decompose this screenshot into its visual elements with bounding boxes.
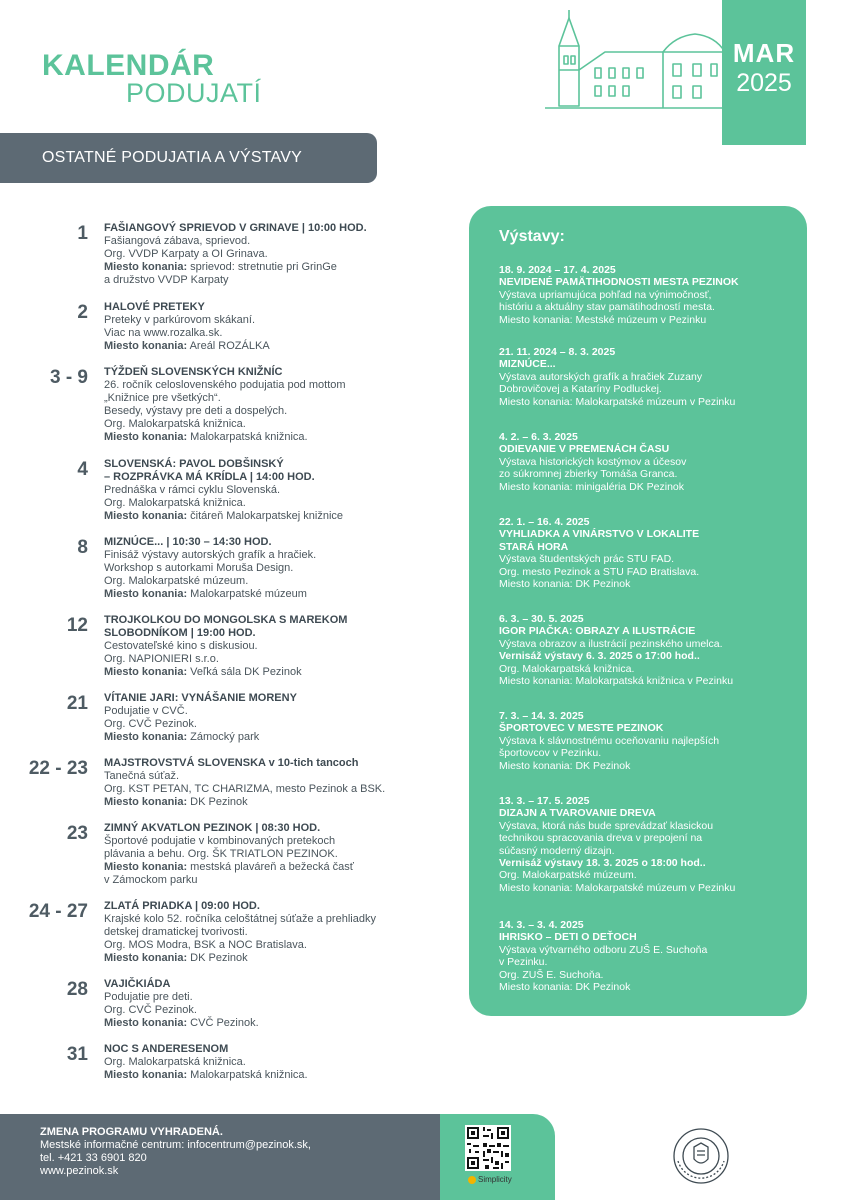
exhibition-line: Miesto konania: Mestské múzeum v Pezinku <box>499 313 707 326</box>
exhibition-line: Výstava študentských prác STU FAD. <box>499 553 675 566</box>
event-place-label: Miesto konania: <box>104 796 188 808</box>
event-place: Malokarpatské múzeum <box>187 588 307 600</box>
exhibition-item <box>499 919 799 993</box>
exhibition-vernisage: Vernisáž výstavy 6. 3. 2025 o 17:00 hod.. <box>499 650 700 663</box>
calendar-subtitle: PODUJATÍ <box>126 78 262 108</box>
exhibition-item <box>499 431 799 493</box>
event-day: 22 - 23 <box>28 758 88 779</box>
section-heading: OSTATNÉ PODUJATIA A VÝSTAVY <box>0 133 377 183</box>
event-line: Fašiangová zábava, sprievod. <box>104 235 251 247</box>
exhibition-line: Výstava výtvarného odboru ZUŠ E. Suchoňa <box>499 943 708 956</box>
event-title: SLOVENSKÁ: PAVOL DOBŠINSKÝ <box>104 458 284 470</box>
event-title: HALOVÉ PRETEKY <box>104 301 205 313</box>
exhibition-line: Výstava, ktorá nás bude sprevádzať klasickou <box>499 819 714 832</box>
event-line: Tanečná súťaž. <box>104 770 180 782</box>
event-title: MIZNÚCE... | 10:30 – 14:30 HOD. <box>104 536 272 548</box>
event-place: DK Pezinok <box>187 952 248 964</box>
exhibition-line: Org. mesto Pezinok a STU FAD Bratislava. <box>499 565 700 578</box>
exhibition-line: Výstava upriamujúca pohľad na výnimočnosť, <box>499 288 712 301</box>
event-day: 3 - 9 <box>49 367 88 388</box>
event-title: ZLATÁ PRIADKA | 09:00 HOD. <box>104 900 260 912</box>
event-place-label: Miesto konania: <box>104 666 188 678</box>
exhibition-title: IHRISKO – DETI O DEŤOCH <box>499 931 637 944</box>
exhibition-title-cont: STARÁ HORA <box>499 540 569 553</box>
event-place-label: Miesto konania: <box>104 731 188 743</box>
event-title-cont: SLOBODNÍKOM | 19:00 HOD. <box>104 627 256 639</box>
exhibition-title: ODIEVANIE V PREMENÁCH ČASU <box>499 443 670 456</box>
event-place: mestská plaváreň a bežecká časť <box>187 861 354 873</box>
exhibition-date: 6. 3. – 30. 5. 2025 <box>499 613 584 625</box>
exhibition-line: Miesto konania: Malokarpatské múzeum v Pezinku <box>499 395 736 408</box>
event-place-label: Miesto konania: <box>104 1069 188 1081</box>
exhibition-date: 22. 1. – 16. 4. 2025 <box>499 516 590 528</box>
event-line: 26. ročník celoslovenského podujatia pod mottom <box>104 379 346 391</box>
event-place-label: Miesto konania: <box>104 1017 188 1029</box>
event-place: CVČ Pezinok. <box>187 1017 259 1029</box>
exhibition-line: Org. ZUŠ E. Suchoňa. <box>499 968 604 981</box>
exhibition-line: športovcov v Pezinku. <box>499 747 602 760</box>
exhibition-date: 4. 2. – 6. 3. 2025 <box>499 431 578 443</box>
event-place-label: Miesto konania: <box>104 952 188 964</box>
event-line: Finisáž výstavy autorských grafík a hračiek. <box>104 549 317 561</box>
event-place-label: Miesto konania: <box>104 510 188 522</box>
exhibition-line: súčasný moderný dizajn. <box>499 844 615 857</box>
event-place: Areál ROZÁLKA <box>187 340 270 352</box>
qr-code-icon[interactable] <box>465 1125 511 1171</box>
event-title: NOC S ANDERESENOM <box>104 1043 229 1055</box>
event-title: VAJIČKIÁDA <box>104 978 171 990</box>
event-line: Org. Malokarpatské múzeum. <box>104 575 249 587</box>
event-line: „Knižnice pre všetkých“. <box>104 392 221 404</box>
exhibition-item <box>499 613 799 687</box>
exhibitions-panel <box>469 206 807 1016</box>
footer-line: Mestské informačné centrum: infocentrum@pezinok.sk, <box>40 1139 311 1151</box>
event-day: 24 - 27 <box>28 901 88 922</box>
event-line: Org. CVČ Pezinok. <box>104 718 197 730</box>
event-place-label: Miesto konania: <box>104 340 188 352</box>
event-place: Zámocký park <box>187 731 260 743</box>
qr-brand-label: Simplicity <box>478 1175 512 1184</box>
event-day: 28 <box>66 979 88 1000</box>
event-line: Športové podujatie v kombinovaných pretekoch <box>104 835 336 847</box>
event-line: Cestovateľské kino s diskusiou. <box>104 640 258 652</box>
event-day: 1 <box>77 223 88 244</box>
exhibition-vernisage: Vernisáž výstavy 18. 3. 2025 o 18:00 hod.. <box>499 857 706 870</box>
city-seal-icon <box>672 1127 730 1185</box>
exhibition-title: ŠPORTOVEC V MESTE PEZINOK <box>499 722 664 735</box>
exhibition-line: zo súkromnej zbierky Tomáša Granca. <box>499 468 678 481</box>
event-title: MAJSTROVSTVÁ SLOVENSKA v 10-tich tancoch <box>104 757 359 769</box>
exhibition-item <box>499 710 799 772</box>
castle-illustration-icon <box>545 8 735 120</box>
footer-contact <box>0 1114 460 1200</box>
event-place: DK Pezinok <box>187 796 248 808</box>
event-line: detskej dramatickej tvorivosti. <box>104 926 248 938</box>
event-day: 12 <box>66 615 88 636</box>
event-line: Viac na www.rozalka.sk. <box>104 327 223 339</box>
exhibition-item <box>499 264 799 326</box>
event-place-cont: v Zámockom parku <box>104 874 198 886</box>
exhibition-line: Miesto konania: Malokarpatská knižnica v Pezinku <box>499 675 734 688</box>
exhibition-line: Výstava autorských grafík a hračiek Zuzany <box>499 370 703 383</box>
exhibition-item <box>499 516 799 590</box>
exhibition-line: Miesto konania: DK Pezinok <box>499 981 631 994</box>
event-title: FAŠIANGOVÝ SPRIEVOD V GRINAVE | 10:00 HOD. <box>104 222 367 234</box>
event-place: sprievod: stretnutie pri GrinGe <box>187 261 337 273</box>
exhibition-line: Výstava historických kostýmov a účesov <box>499 455 687 468</box>
event-place: Malokarpatská knižnica. <box>187 1069 308 1081</box>
year-label: 2025 <box>736 69 792 97</box>
month-tab <box>722 0 806 145</box>
event-title: VÍTANIE JARI: VYNÁŠANIE MORENY <box>104 692 297 704</box>
event-day: 2 <box>77 302 88 323</box>
event-title: TÝŽDEŇ SLOVENSKÝCH KNIŽNÍC <box>104 366 283 378</box>
exhibition-item <box>499 346 799 408</box>
event-line: Krajské kolo 52. ročníka celoštátnej súťaže a prehliadky <box>104 913 376 925</box>
exhibition-line: technikou spracovania dreva v prepojení na <box>499 832 703 845</box>
event-line: Besedy, výstavy pre deti a dospelých. <box>104 405 288 417</box>
event-day: 4 <box>77 459 88 480</box>
event-place-label: Miesto konania: <box>104 431 188 443</box>
event-line: Org. Malokarpatská knižnica. <box>104 1056 246 1068</box>
exhibition-date: 14. 3. – 3. 4. 2025 <box>499 919 584 931</box>
exhibition-date: 21. 11. 2024 – 8. 3. 2025 <box>499 346 616 358</box>
event-line: Org. CVČ Pezinok. <box>104 1004 197 1016</box>
exhibition-date: 18. 9. 2024 – 17. 4. 2025 <box>499 264 616 276</box>
exhibition-title: NEVIDENÉ PAMÄTIHODNOSTI MESTA PEZINOK <box>499 276 739 289</box>
footer-line: tel. +421 33 6901 820 <box>40 1152 147 1164</box>
month-label: MAR <box>732 38 796 68</box>
exhibition-line: Miesto konania: DK Pezinok <box>499 759 631 772</box>
exhibition-title: IGOR PIAČKA: OBRAZY A ILUSTRÁCIE <box>499 625 696 638</box>
event-day: 8 <box>77 537 88 558</box>
calendar-title: KALENDÁR <box>42 49 215 82</box>
event-place: Malokarpatská knižnica. <box>187 431 308 443</box>
qr-brand <box>468 1175 512 1184</box>
exhibition-line: Org. Malokarpatské múzeum. <box>499 869 637 882</box>
exhibition-title: MIZNÚCE... <box>499 358 556 371</box>
exhibition-line: Org. Malokarpatská knižnica. <box>499 662 635 675</box>
event-title-cont: – ROZPRÁVKA MÁ KRÍDLA | 14:00 HOD. <box>104 471 315 483</box>
event-line: Org. Malokarpatská knižnica. <box>104 497 246 509</box>
exhibition-line: v Pezinku. <box>499 956 548 969</box>
event-line: Org. KST PETAN, TC CHARIZMA, mesto Pezinok a BSK. <box>104 783 386 795</box>
exhibition-line: Miesto konania: DK Pezinok <box>499 578 631 591</box>
event-title: TROJKOLKOU DO MONGOLSKA S MAREKOM <box>104 614 348 626</box>
event-place: Veľká sála DK Pezinok <box>187 666 302 678</box>
event-line: plávania a behu. Org. ŠK TRIATLON PEZINOK. <box>104 848 338 860</box>
simplicity-logo-icon <box>468 1176 476 1184</box>
event-line: Org. Malokarpatská knižnica. <box>104 418 246 430</box>
exhibition-item <box>499 795 799 894</box>
event-day: 21 <box>66 693 88 714</box>
event-day: 23 <box>66 823 88 844</box>
exhibition-date: 7. 3. – 14. 3. 2025 <box>499 710 584 722</box>
event-line: Org. NAPIONIERI s.r.o. <box>104 653 219 665</box>
event-line: Preteky v parkúrovom skákaní. <box>104 314 256 326</box>
exhibition-title: VYHLIADKA A VINÁRSTVO V LOKALITE <box>499 528 700 541</box>
exhibition-line: Výstava k slávnostnému oceňovaniu najlepších <box>499 734 720 747</box>
exhibition-line: Dobrovičovej a Kataríny Podluckej. <box>499 383 662 396</box>
exhibitions-heading: Výstavy: <box>499 228 565 245</box>
event-line: Prednáška v rámci cyklu Slovenská. <box>104 484 281 496</box>
event-line: Podujatie pre deti. <box>104 991 193 1003</box>
event-day: 31 <box>66 1044 88 1065</box>
event-place-label: Miesto konania: <box>104 588 188 600</box>
event-line: Workshop s autorkami Moruša Design. <box>104 562 294 574</box>
event-line: Podujatie v CVČ. <box>104 705 188 717</box>
event-place: čitáreň Malokarpatskej knižnice <box>187 510 344 522</box>
exhibition-line: Miesto konania: Malokarpatské múzeum v Pezinku <box>499 881 736 894</box>
exhibition-line: históriu a aktuálny stav pamätihodností mesta. <box>499 301 715 314</box>
exhibition-date: 13. 3. – 17. 5. 2025 <box>499 795 590 807</box>
exhibition-line: Výstava obrazov a ilustrácií pezinského umelca. <box>499 637 723 650</box>
exhibition-line: Miesto konania: minigaléria DK Pezinok <box>499 480 685 493</box>
event-place-label: Miesto konania: <box>104 861 188 873</box>
event-place-cont: a družstvo VVDP Karpaty <box>104 274 229 286</box>
event-line: Org. MOS Modra, BSK a NOC Bratislava. <box>104 939 307 951</box>
footer-notice: ZMENA PROGRAMU VYHRADENÁ. <box>40 1126 223 1138</box>
footer-link[interactable]: www.pezinok.sk <box>40 1165 119 1177</box>
event-place-label: Miesto konania: <box>104 261 188 273</box>
exhibition-title: DIZAJN A TVAROVANIE DREVA <box>499 807 656 820</box>
event-line: Org. VVDP Karpaty a OI Grinava. <box>104 248 268 260</box>
event-title: ZIMNÝ AKVATLON PEZINOK | 08:30 HOD. <box>104 822 321 834</box>
